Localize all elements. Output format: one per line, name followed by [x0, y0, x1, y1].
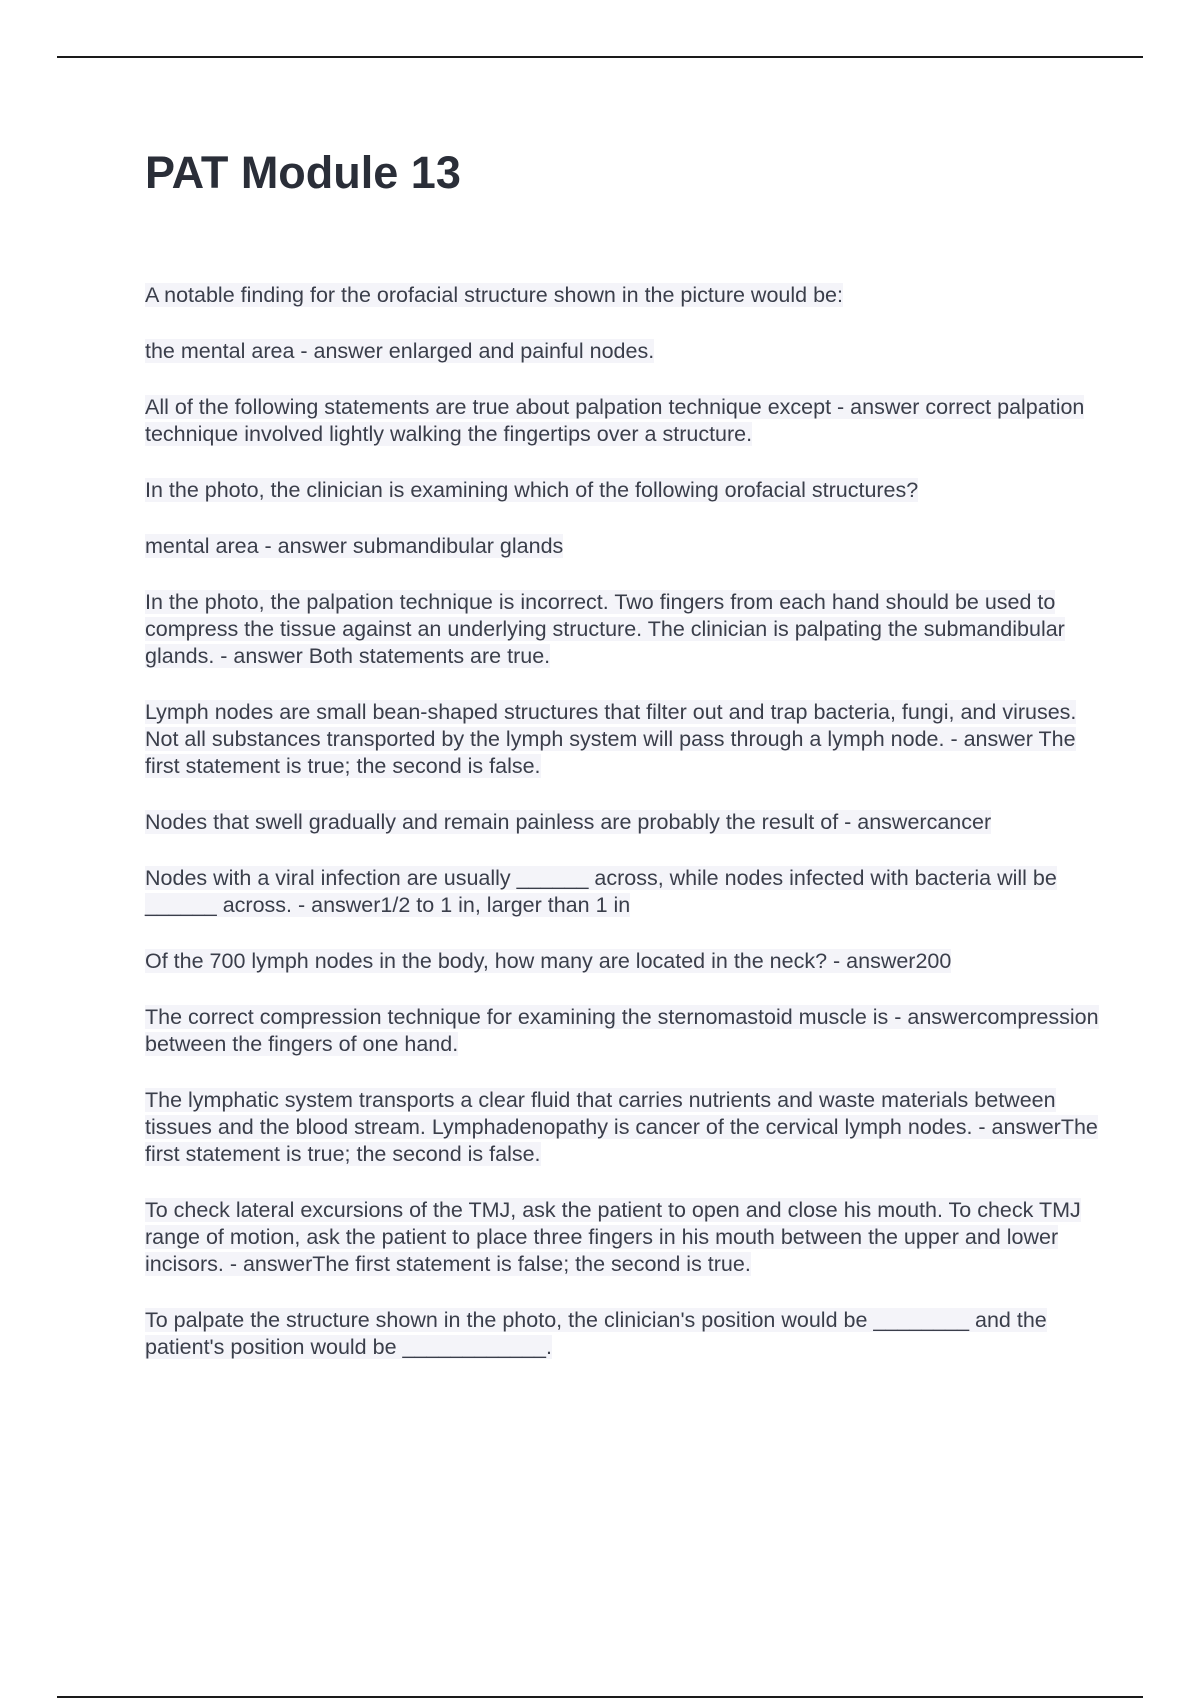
paragraph-text: The correct compression technique for examining the sternomastoid muscle is - answercompression between the fingers of one hand.: [145, 1005, 1099, 1056]
page-title: PAT Module 13: [145, 147, 461, 198]
qa-list: [145, 282, 1100, 1390]
paragraph-text: In the photo, the clinician is examining which of the following orofacial structures?: [145, 478, 919, 502]
paragraph-text: mental area - answer submandibular glands: [145, 534, 564, 558]
paragraph-text: Of the 700 lymph nodes in the body, how many are located in the neck? - answer200: [145, 949, 952, 973]
question-lymph-nodes: [145, 699, 1100, 780]
paragraph-text: The lymphatic system transports a clear fluid that carries nutrients and waste materials between tissues and the blood stream. Lymphadenopathy is cancer of the cervical lymph nodes. - answerThe first statement is true; the second is false.: [145, 1088, 1098, 1166]
paragraph-text: To palpate the structure shown in the photo, the clinician's position would be ________ and the patient's position would be ____________.: [145, 1308, 1047, 1359]
bottom-rule: [57, 1696, 1143, 1698]
paragraph-text: Nodes that swell gradually and remain painless are probably the result of - answercancer: [145, 810, 992, 834]
answer-mental-area: [145, 338, 1100, 365]
question-nodes-swell: [145, 809, 1100, 836]
question-700-nodes: [145, 948, 1100, 975]
paragraph-text: the mental area - answer enlarged and painful nodes.: [145, 339, 655, 363]
answer-submandibular: [145, 533, 1100, 560]
paragraph-text: A notable finding for the orofacial structure shown in the picture would be:: [145, 283, 843, 307]
question-palpation-incorrect: [145, 589, 1100, 670]
question-lymphatic-system: [145, 1087, 1100, 1168]
paragraph-text: To check lateral excursions of the TMJ, ask the patient to open and close his mouth. To check TMJ range of motion, ask the patient to place three fingers in his mouth between the upper and lower incisors. - answerThe first statement is false; the second is true.: [145, 1198, 1081, 1276]
paragraph-text: Nodes with a viral infection are usually ______ across, while nodes infected with bacteria will be ______ across. - answer1/2 to 1 in, larger than 1 in: [145, 866, 1057, 917]
paragraph-text: All of the following statements are true about palpation technique except - answer correct palpation technique involved lightly walking the fingertips over a structure.: [145, 395, 1085, 446]
question-finding-orofacial: [145, 282, 1100, 309]
question-palpation-technique: [145, 394, 1100, 448]
paragraph-text: In the photo, the palpation technique is incorrect. Two fingers from each hand should be used to compress the tissue against an underlying structure. The clinician is palpating the submandibular glands. - answer Both statements are true.: [145, 590, 1065, 668]
question-tmj: [145, 1197, 1100, 1278]
top-rule: [57, 56, 1143, 58]
question-clinician-examining: [145, 477, 1100, 504]
question-palpate-position: [145, 1307, 1100, 1361]
question-viral-infection: [145, 865, 1100, 919]
question-sternomastoid: [145, 1004, 1100, 1058]
paragraph-text: Lymph nodes are small bean-shaped structures that filter out and trap bacteria, fungi, and viruses. Not all substances transported by the lymph system will pass through a lymph node. - answer The first statement is true; the second is false.: [145, 700, 1077, 778]
